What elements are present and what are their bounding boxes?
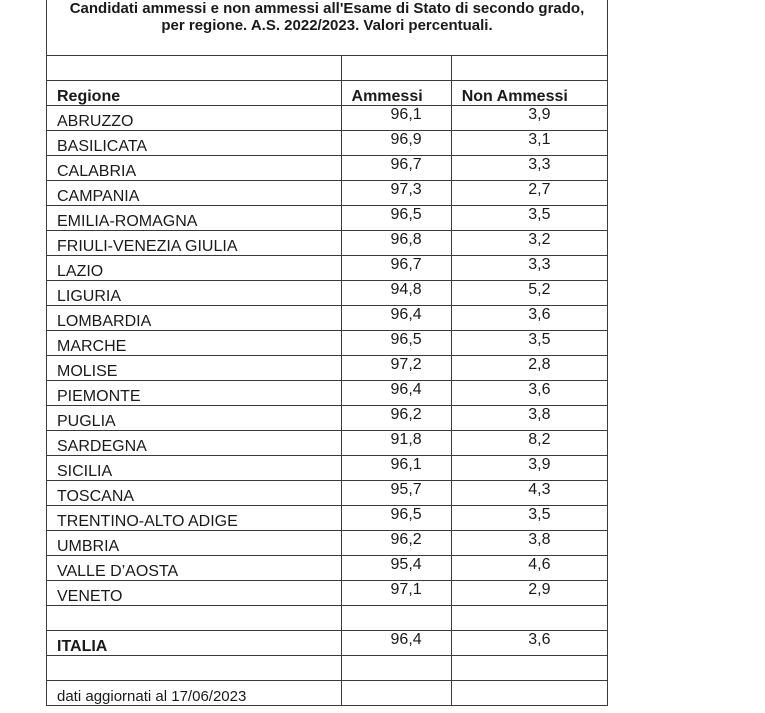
table-row <box>47 106 608 131</box>
data-table-sheet <box>46 0 608 706</box>
table-title-line-2: per regione. A.S. 2022/2023. Valori percentuali. <box>161 17 493 34</box>
not-admitted-cell: 8,2 <box>451 431 607 456</box>
table-row <box>47 506 608 531</box>
table-row <box>47 256 608 281</box>
table-row <box>47 181 608 206</box>
not-admitted-cell: 3,6 <box>451 381 607 406</box>
not-admitted-cell: 3,3 <box>451 156 607 181</box>
region-cell: VENETO <box>47 581 342 606</box>
admitted-cell: 95,7 <box>341 481 451 506</box>
not-admitted-cell: 3,5 <box>451 206 607 231</box>
admitted-cell: 97,2 <box>341 356 451 381</box>
not-admitted-cell: 3,8 <box>451 406 607 431</box>
not-admitted-cell: 4,6 <box>451 556 607 581</box>
table-row <box>47 431 608 456</box>
region-cell: SARDEGNA <box>47 431 342 456</box>
table-row <box>47 581 608 606</box>
table-row <box>47 456 608 481</box>
not-admitted-cell: 2,9 <box>451 581 607 606</box>
region-cell: LAZIO <box>47 256 342 281</box>
region-cell: LIGURIA <box>47 281 342 306</box>
region-cell: FRIULI-VENEZIA GIULIA <box>47 231 342 256</box>
not-admitted-cell: 3,6 <box>451 306 607 331</box>
admitted-cell: 96,9 <box>341 131 451 156</box>
admitted-cell: 96,1 <box>341 456 451 481</box>
table-title-row <box>47 0 608 56</box>
admitted-cell: 96,7 <box>341 256 451 281</box>
admitted-cell: 96,5 <box>341 206 451 231</box>
header-region: Regione <box>47 81 342 106</box>
total-not-admitted: 3,6 <box>451 631 607 656</box>
table-row <box>47 381 608 406</box>
admitted-cell: 96,8 <box>341 231 451 256</box>
header-row <box>47 81 608 106</box>
not-admitted-cell: 3,9 <box>451 456 607 481</box>
not-admitted-cell: 3,2 <box>451 231 607 256</box>
table-row <box>47 281 608 306</box>
not-admitted-cell: 4,3 <box>451 481 607 506</box>
table-row <box>47 206 608 231</box>
not-admitted-cell: 3,5 <box>451 506 607 531</box>
table-row <box>47 531 608 556</box>
total-row <box>47 631 608 656</box>
not-admitted-cell: 3,5 <box>451 331 607 356</box>
region-cell: UMBRIA <box>47 531 342 556</box>
footer-note: dati aggiornati al 17/06/2023 <box>47 681 342 706</box>
table-row <box>47 331 608 356</box>
region-cell: PIEMONTE <box>47 381 342 406</box>
not-admitted-cell: 3,3 <box>451 256 607 281</box>
region-cell: TRENTINO-ALTO ADIGE <box>47 506 342 531</box>
admitted-cell: 96,2 <box>341 406 451 431</box>
admitted-cell: 96,4 <box>341 306 451 331</box>
admitted-cell: 91,8 <box>341 431 451 456</box>
footer-row <box>47 681 608 706</box>
not-admitted-cell: 3,8 <box>451 531 607 556</box>
region-cell: CALABRIA <box>47 156 342 181</box>
blank-row <box>47 606 608 631</box>
not-admitted-cell: 2,7 <box>451 181 607 206</box>
admitted-cell: 96,1 <box>341 106 451 131</box>
table-title-line-1: Candidati ammessi e non ammessi all'Esame di Stato di secondo grado, <box>69 0 585 17</box>
region-cell: MOLISE <box>47 356 342 381</box>
not-admitted-cell: 2,8 <box>451 356 607 381</box>
admitted-cell: 95,4 <box>341 556 451 581</box>
not-admitted-cell: 5,2 <box>451 281 607 306</box>
region-cell: VALLE D’AOSTA <box>47 556 342 581</box>
region-cell: ABRUZZO <box>47 106 342 131</box>
table-row <box>47 306 608 331</box>
table-row <box>47 231 608 256</box>
blank-row <box>47 656 608 681</box>
region-cell: CAMPANIA <box>47 181 342 206</box>
region-cell: LOMBARDIA <box>47 306 342 331</box>
header-not-admitted: Non Ammessi <box>451 81 607 106</box>
table-row <box>47 556 608 581</box>
region-cell: TOSCANA <box>47 481 342 506</box>
admitted-cell: 96,5 <box>341 506 451 531</box>
table-row <box>47 481 608 506</box>
table-row <box>47 156 608 181</box>
region-cell: BASILICATA <box>47 131 342 156</box>
region-cell: EMILIA-ROMAGNA <box>47 206 342 231</box>
admitted-cell: 96,2 <box>341 531 451 556</box>
not-admitted-cell: 3,9 <box>451 106 607 131</box>
admitted-cell: 96,7 <box>341 156 451 181</box>
admitted-cell: 97,1 <box>341 581 451 606</box>
total-region: ITALIA <box>47 631 342 656</box>
table-row <box>47 406 608 431</box>
admitted-cell: 96,4 <box>341 381 451 406</box>
blank-row <box>47 56 608 81</box>
admissions-table <box>46 0 608 706</box>
table-row <box>47 131 608 156</box>
table-title <box>47 0 608 56</box>
table-row <box>47 356 608 381</box>
region-cell: PUGLIA <box>47 406 342 431</box>
region-cell: MARCHE <box>47 331 342 356</box>
admitted-cell: 96,5 <box>341 331 451 356</box>
total-admitted: 96,4 <box>341 631 451 656</box>
not-admitted-cell: 3,1 <box>451 131 607 156</box>
admitted-cell: 97,3 <box>341 181 451 206</box>
region-cell: SICILIA <box>47 456 342 481</box>
admitted-cell: 94,8 <box>341 281 451 306</box>
header-admitted: Ammessi <box>341 81 451 106</box>
